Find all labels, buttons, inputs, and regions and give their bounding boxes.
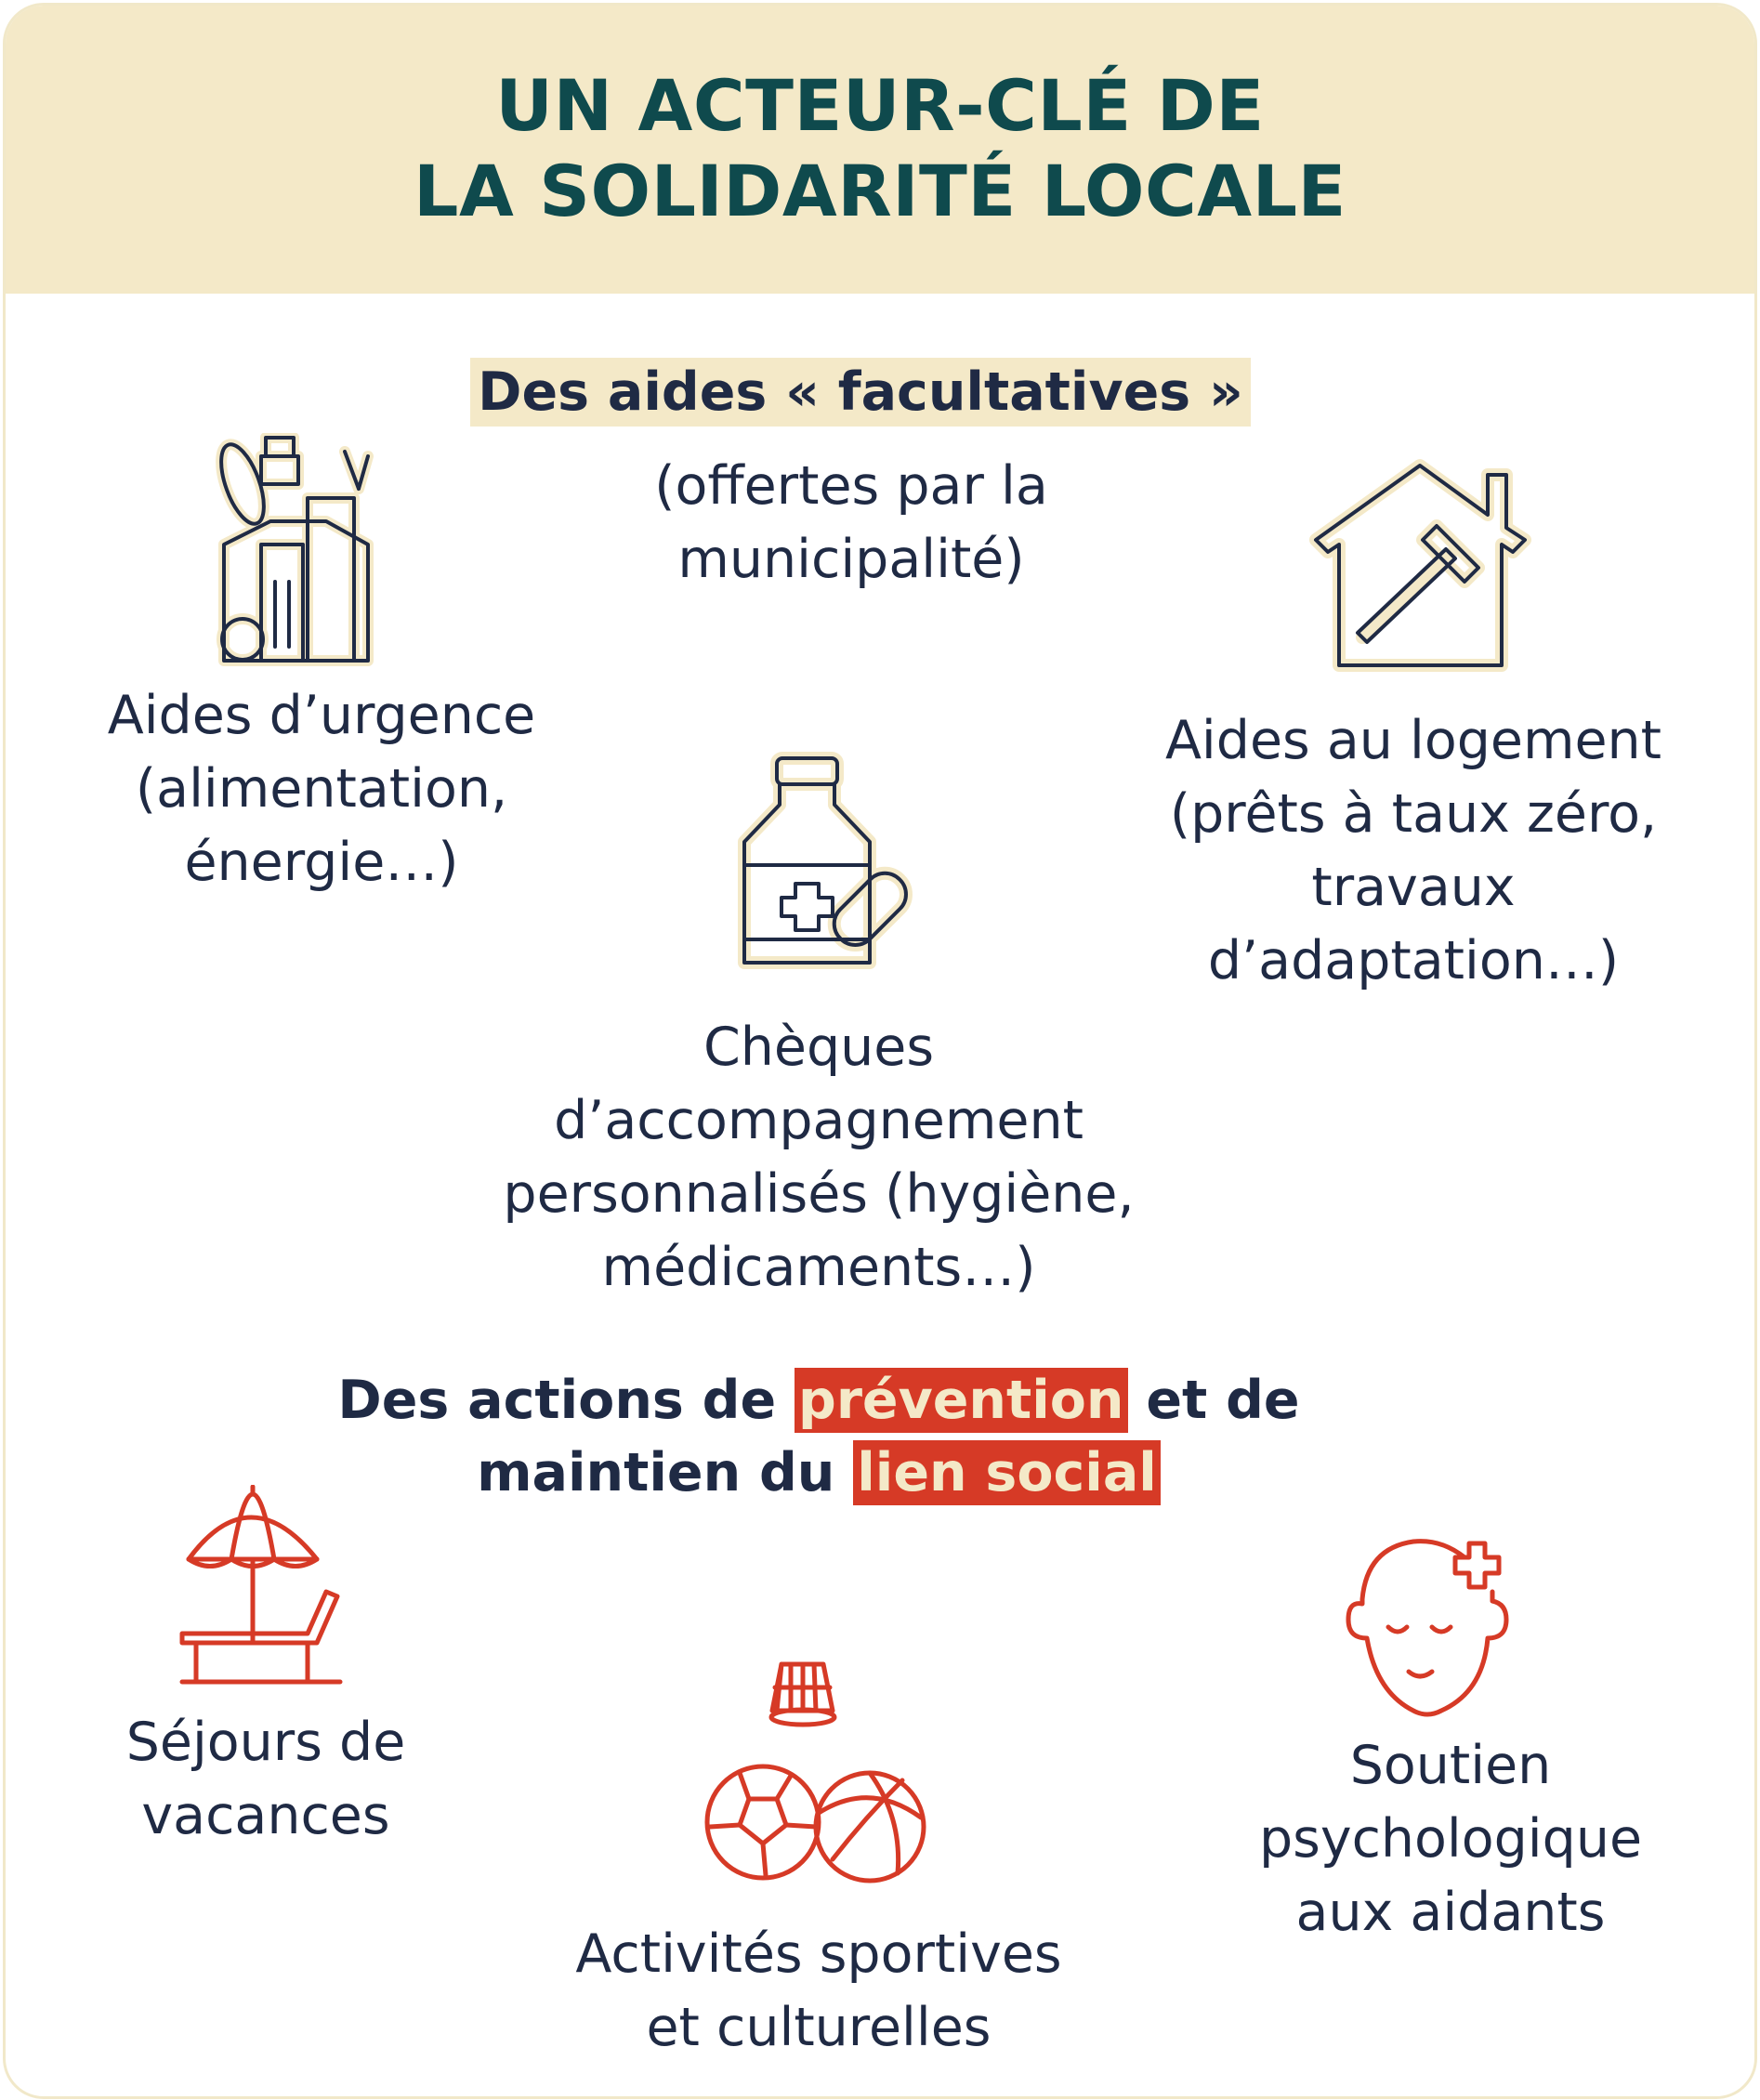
activites-line-1: Activités sportives: [575, 1923, 1062, 1985]
aides-subtitle-line-1: (offertes par la: [654, 455, 1048, 517]
item-aides-urgence: [43, 679, 600, 899]
sejours-line-1: Séjours de: [125, 1712, 406, 1773]
actions-text-2: et de: [1146, 1370, 1300, 1431]
logement-line-4: d’adaptation…): [1207, 930, 1620, 991]
urgence-line-3: énergie…): [184, 832, 459, 893]
medicine-bottle-icon: [735, 749, 926, 977]
cheques-line-1: Chèques: [703, 1017, 935, 1078]
section-aides-subtitle: [526, 450, 1176, 597]
soutien-line-3: aux aidants: [1295, 1882, 1606, 1943]
head-cross-icon: [1344, 1534, 1520, 1720]
sports-balls-icon: [703, 1660, 930, 1887]
page-title: [6, 63, 1754, 234]
sejours-line-2: vacances: [141, 1785, 390, 1846]
title-line-2: LA SOLIDARITÉ LOCALE: [414, 150, 1346, 232]
title-line-1: UN ACTEUR-CLÉ DE: [495, 64, 1265, 147]
logement-line-2: (prêts à taux zéro,: [1169, 783, 1658, 845]
section-actions-heading: [266, 1364, 1372, 1509]
actions-text-1: Des actions de: [337, 1370, 777, 1431]
logement-line-1: Aides au logement: [1164, 710, 1662, 771]
item-soutien: [1195, 1729, 1706, 1949]
cheques-line-4: médicaments…): [601, 1237, 1036, 1298]
info-card: [3, 3, 1757, 2099]
soutien-line-1: Soutien: [1349, 1735, 1552, 1796]
item-activites: [479, 1918, 1158, 2065]
urgence-line-2: (alimentation,: [135, 758, 508, 820]
actions-heading-line-1: [266, 1364, 1372, 1437]
cheques-line-3: personnalisés (hygiène,: [503, 1163, 1135, 1225]
house-hammer-icon: [1307, 452, 1534, 675]
urgence-line-1: Aides d’urgence: [107, 685, 536, 746]
header-banner: [6, 6, 1754, 294]
highlight-prevention: prévention: [795, 1368, 1128, 1433]
aides-heading-label: Des aides « facultatives »: [470, 358, 1251, 427]
highlight-lien-social: lien social: [853, 1440, 1161, 1505]
soutien-line-2: psychologique: [1258, 1808, 1643, 1870]
beach-chair-umbrella-icon: [177, 1485, 345, 1689]
activites-line-2: et culturelles: [646, 1997, 992, 2058]
item-cheques: [424, 1011, 1214, 1305]
item-aides-logement: [1093, 704, 1734, 998]
aides-subtitle-line-2: municipalité): [677, 529, 1025, 590]
section-aides-heading: [442, 359, 1279, 426]
groceries-bag-icon: [205, 433, 391, 670]
actions-text-3: maintien du: [477, 1442, 835, 1503]
item-sejours: [43, 1706, 489, 1853]
cheques-line-2: d’accompagnement: [554, 1090, 1084, 1151]
actions-heading-line-2: [266, 1437, 1372, 1509]
logement-line-3: travaux: [1311, 857, 1516, 918]
